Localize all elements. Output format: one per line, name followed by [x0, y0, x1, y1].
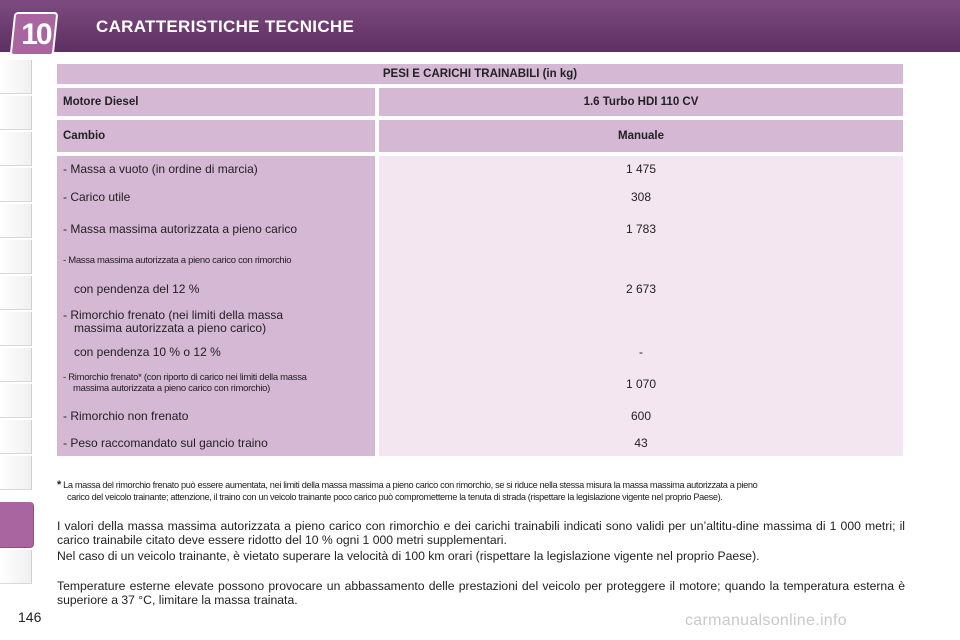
table-row-label: - Rimorchio frenato* (con riporto di carico nei limiti della massa	[63, 372, 307, 383]
table-row-label: - Carico utile	[63, 190, 131, 204]
table-row-value: 43	[634, 436, 648, 450]
table-row-value: 2 673	[625, 282, 657, 296]
page-title: CARATTERISTICHE TECNICHE	[96, 17, 355, 36]
table-row-label: con pendenza del 12 %	[74, 282, 200, 296]
table-row-label: - Massa a vuoto (in ordine di marcia)	[63, 162, 258, 176]
footnote	[57, 479, 905, 503]
chapter-tab[interactable]	[0, 96, 32, 130]
chapter-number: 10	[21, 18, 51, 51]
engine-value: 1.6 Turbo HDI 110 CV	[379, 88, 903, 116]
table-row-label: massima autorizzata a pieno carico)	[74, 321, 267, 335]
paragraph-temperature: Temperature esterne elevate possono provocare un abbassamento delle prestazioni del veicolo per proteggere il motore; quando la temperatura esterna è superiore a 37 °C, limitare la massa trainata.	[57, 579, 905, 607]
chapter-tab[interactable]	[0, 420, 32, 454]
chapter-tab[interactable]	[0, 384, 32, 418]
paragraph-speed: Nel caso di un veicolo trainante, è vietato superare la velocità di 100 km orari (rispettare la legislazione vigente nel proprio Paese).	[57, 549, 760, 563]
chapter-tab[interactable]	[0, 132, 32, 166]
table-row-value: 1 070	[625, 377, 657, 391]
table-row-label: - Rimorchio non frenato	[63, 409, 189, 423]
gearbox-row	[57, 120, 903, 152]
chapter-tab[interactable]	[0, 168, 32, 202]
gearbox-label: Cambio	[57, 120, 375, 152]
table-row-value: 308	[630, 190, 652, 204]
table-title: PESI E CARICHI TRAINABILI (in kg)	[57, 64, 903, 84]
table-row-label: massima autorizzata a pieno carico con rimorchio)	[73, 383, 271, 394]
table-row-value: 600	[630, 409, 652, 423]
chapter-tab-active[interactable]	[0, 502, 34, 548]
table-body	[57, 156, 903, 456]
chapter-tab[interactable]	[0, 550, 32, 584]
engine-row	[57, 88, 903, 116]
watermark: carmanualsonline.info	[685, 612, 847, 629]
table-row-value: 1 783	[625, 222, 657, 236]
chapter-tab[interactable]	[0, 204, 32, 238]
table-row-label: con pendenza 10 % o 12 %	[74, 345, 221, 359]
table-row-label: - Peso raccomandato sul gancio traino	[63, 436, 268, 450]
chapter-badge	[10, 12, 59, 56]
table-body-labels	[57, 156, 375, 456]
chapter-tab[interactable]	[0, 348, 32, 382]
chapter-tab[interactable]	[0, 456, 32, 490]
table-row-value: -	[639, 345, 643, 359]
paragraph-altitude: I valori della massa massima autorizzata a pieno carico con rimorchio e dei carichi trainabili indicati sono validi per un’altitu-dine massima di 1 000 metri; il carico trainabile citato deve essere ridotto del 10 % ogni 1 000 metri supplementari.	[57, 519, 905, 547]
table-body-values	[379, 156, 903, 456]
table-row-label: - Massa massima autorizzata a pieno carico con rimorchio	[63, 255, 292, 266]
footnote-line2: carico del veicolo trainante; attenzione, il traino con un veicolo trainante poco carico può comprometterne la tenuta di strada (rispettare la legislazione vigente nel proprio Paese).	[67, 492, 723, 502]
chapter-tab[interactable]	[0, 240, 32, 274]
table-row-label: - Rimorchio frenato (nei limiti della massa	[63, 308, 284, 322]
page-number: 146	[18, 609, 42, 625]
gearbox-value: Manuale	[379, 120, 903, 152]
table-row-value: 1 475	[625, 162, 657, 176]
weights-table	[57, 64, 903, 456]
chapter-tab[interactable]	[0, 60, 32, 94]
chapter-tab[interactable]	[0, 312, 32, 346]
footnote-line1: La massa del rimorchio frenato può essere aumentata, nei limiti della massa massima a pieno carico con rimorchio, se si riduce nella stessa misura la massa massima autorizzata a pieno	[63, 480, 758, 490]
engine-label: Motore Diesel	[57, 88, 375, 116]
table-row-label: - Massa massima autorizzata a pieno carico	[63, 222, 298, 236]
chapter-tab-strip	[0, 60, 34, 580]
chapter-tab[interactable]	[0, 276, 32, 310]
footnote-star: *	[57, 479, 61, 491]
